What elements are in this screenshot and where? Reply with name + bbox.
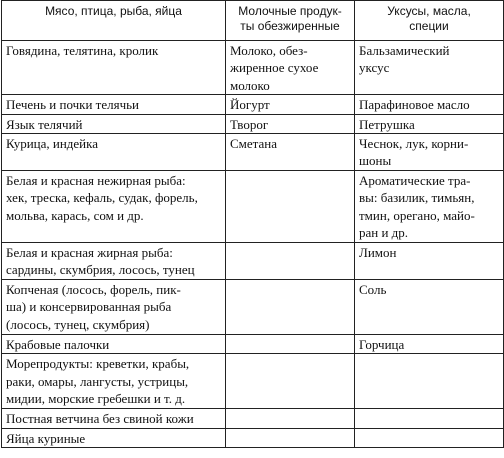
table-cell: Морепродукты: креветки, крабы, раки, омары, лангусты, устрицы, мидии, морские гребешки и т. д. (2, 354, 226, 409)
table-cell (355, 354, 504, 409)
table-row (2, 335, 504, 354)
table-cell: Соль (355, 280, 504, 335)
table-row (2, 171, 504, 243)
table-cell (226, 171, 355, 243)
table-row (2, 114, 504, 133)
table-cell (226, 280, 355, 335)
table-cell: Белая и красная жирная рыба: сардины, скумбрия, лосось, тунец (2, 243, 226, 280)
table-cell: Язык телячий (2, 114, 226, 133)
table-cell (226, 409, 355, 428)
table-cell: Лимон (355, 243, 504, 280)
table-row (2, 280, 504, 335)
table-cell (355, 428, 504, 447)
table-cell: Крабовые палочки (2, 335, 226, 354)
table-cell: Чеснок, лук, корни- шоны (355, 134, 504, 171)
table-cell (226, 354, 355, 409)
table-cell: Ароматические тра- вы: базилик, тимьян, тмин, орегано, майо- ран и др. (355, 171, 504, 243)
table-cell: Курица, индейка (2, 134, 226, 171)
table-cell: Говядина, телятина, кролик (2, 41, 226, 95)
table-cell: Сметана (226, 134, 355, 171)
table-cell: Яйца куриные (2, 428, 226, 447)
table-cell: Йогурт (226, 95, 355, 114)
table-row (2, 41, 504, 95)
table-cell (355, 409, 504, 428)
header-meat-fish-eggs: Мясо, птица, рыба, яйца (2, 1, 226, 41)
table-cell: Парафиновое масло (355, 95, 504, 114)
table-row (2, 134, 504, 171)
table-row (2, 95, 504, 114)
header-dairy-lowfat: Молочные продук- ты обезжиренные (226, 1, 355, 41)
table-cell: Петрушка (355, 114, 504, 133)
table-cell: Постная ветчина без свиной кожи (2, 409, 226, 428)
table-cell: Бальзамический уксус (355, 41, 504, 95)
table-row (2, 243, 504, 280)
table-row (2, 428, 504, 447)
table-cell: Копченая (лосось, форель, пик- ша) и консервированная рыба (лосось, тунец, скумбрия) (2, 280, 226, 335)
table-cell: Молоко, обез- жиренное сухое молоко (226, 41, 355, 95)
table-cell (226, 243, 355, 280)
table-cell: Белая и красная нежирная рыба: хек, треска, кефаль, судак, форель, мольва, карась, сом и др. (2, 171, 226, 243)
table-cell (226, 428, 355, 447)
table-cell: Творог (226, 114, 355, 133)
table-row (2, 354, 504, 409)
table-cell: Горчица (355, 335, 504, 354)
food-table (1, 0, 504, 448)
table-row (2, 409, 504, 428)
table-header-row (2, 1, 504, 41)
table-cell (226, 335, 355, 354)
header-vinegar-oil-spices: Уксусы, масла, специи (355, 1, 504, 41)
table-cell: Печень и почки телячьи (2, 95, 226, 114)
